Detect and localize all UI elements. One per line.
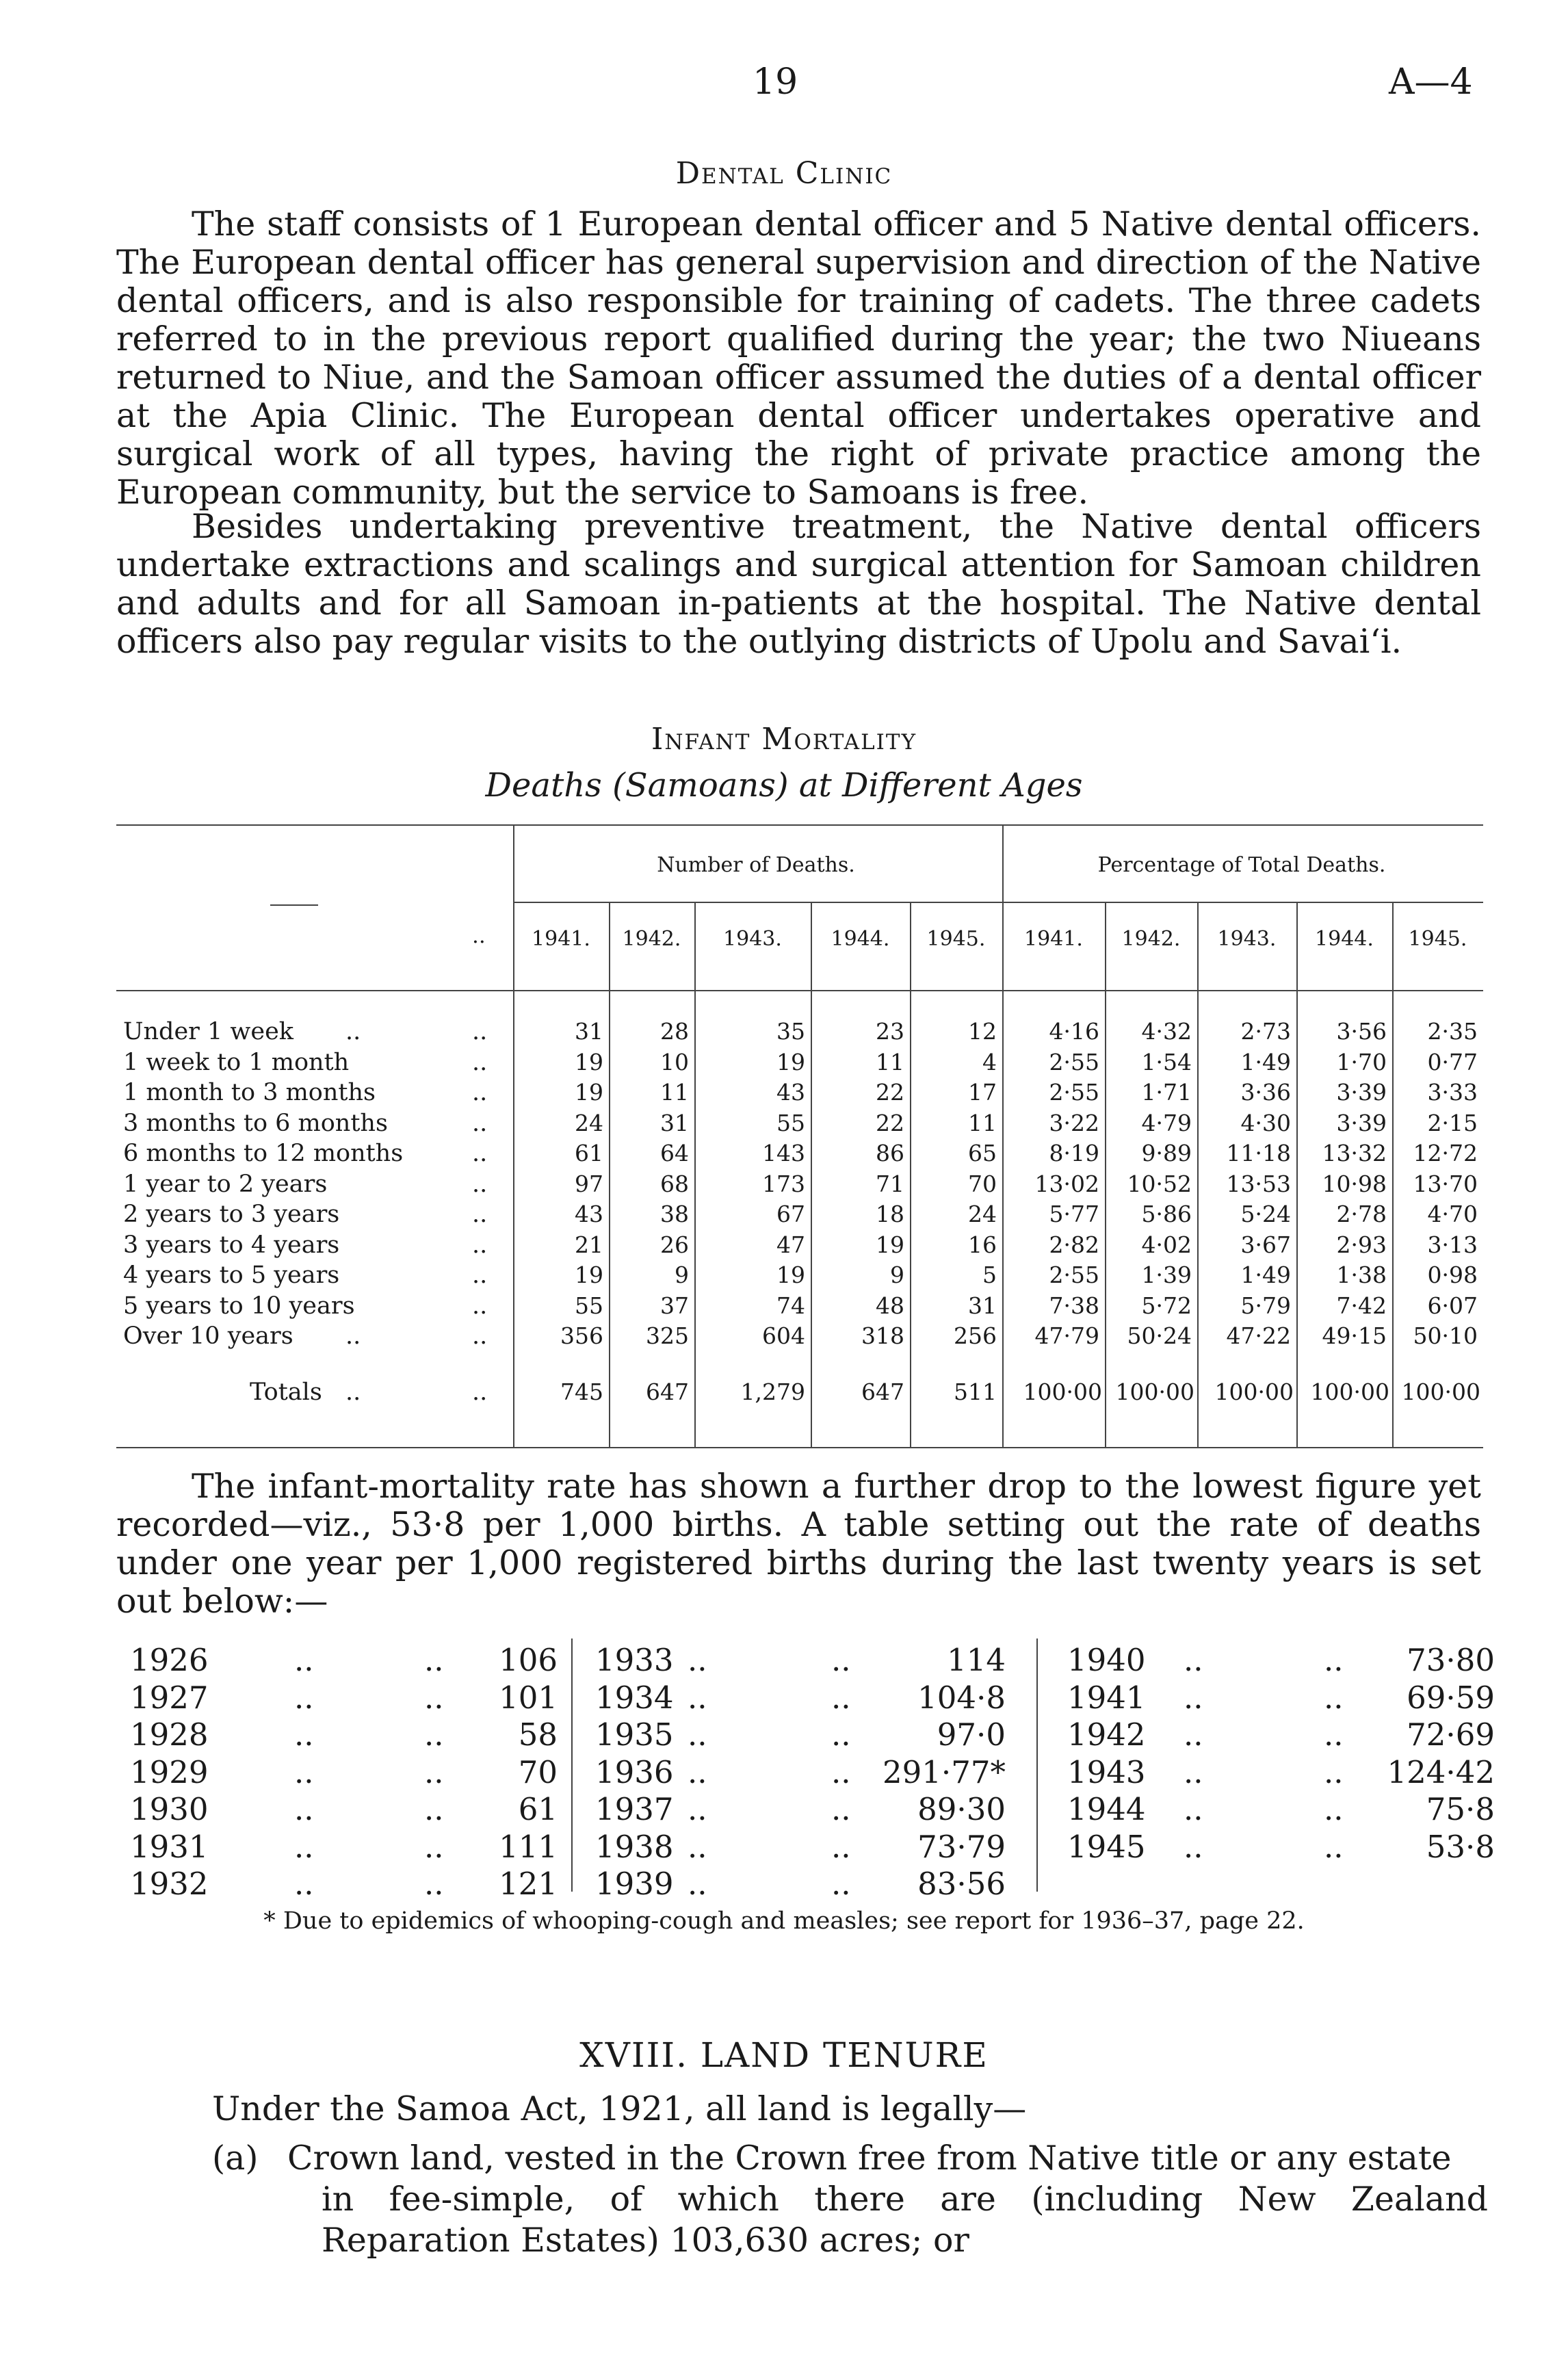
- rate-year: 1943: [1067, 1754, 1146, 1790]
- land-item-marker: (a): [212, 2139, 259, 2178]
- percentage-cell: 4·79: [1141, 1110, 1192, 1136]
- leader-dots: ..: [1184, 1680, 1203, 1716]
- leader-dots: ..: [1324, 1791, 1344, 1827]
- age-group-label: 3 years to 4 years: [123, 1231, 340, 1259]
- document-reference: A—4: [1389, 62, 1473, 103]
- age-group-label: 1 week to 1 month: [123, 1049, 350, 1076]
- percentage-cell: 12·72: [1413, 1140, 1478, 1166]
- leader-dots: ..: [294, 1791, 314, 1827]
- death-count-cell: 604: [762, 1322, 805, 1349]
- rate-value: 53·8: [1426, 1829, 1495, 1865]
- rate-year: 1928: [130, 1716, 209, 1753]
- leader-dots: ..: [1324, 1754, 1344, 1790]
- rate-value: 114: [947, 1642, 1006, 1678]
- percentage-cell: 13·02: [1034, 1171, 1099, 1197]
- total-percentage-cell: 100·00: [1310, 1379, 1389, 1405]
- leader-dots: ..: [345, 1322, 361, 1350]
- year-header-cell: 1942.: [1121, 927, 1181, 951]
- age-group-label: 1 month to 3 months: [123, 1079, 376, 1106]
- rates-divider-1: [571, 1639, 573, 1892]
- rate-year: 1941: [1067, 1680, 1146, 1716]
- percentage-cell: 1·39: [1141, 1262, 1192, 1288]
- percentage-cell: 6·07: [1427, 1292, 1478, 1319]
- death-count-cell: 23: [876, 1018, 904, 1045]
- percentage-cell: 47·79: [1034, 1322, 1099, 1349]
- percentage-cell: 2·55: [1049, 1262, 1099, 1288]
- leader-dots: ..: [424, 1754, 444, 1790]
- percentage-cell: 2·55: [1049, 1079, 1099, 1106]
- rate-value: 70: [518, 1754, 558, 1790]
- rate-value: 89·30: [917, 1791, 1006, 1827]
- rates-footnote: * Due to epidemics of whooping-cough and measles; see report for 1936–37, page 22.: [263, 1907, 1305, 1935]
- death-count-cell: 70: [968, 1171, 997, 1197]
- percentage-cell: 13·32: [1322, 1140, 1387, 1166]
- leader-dots: ..: [472, 1049, 488, 1076]
- leader-dots: ..: [831, 1791, 851, 1827]
- total-count-cell: 745: [560, 1379, 603, 1405]
- leader-dots: ..: [345, 1018, 361, 1045]
- death-count-cell: 256: [954, 1322, 997, 1349]
- group-header-number: Number of Deaths.: [657, 853, 855, 877]
- death-count-cell: 19: [575, 1079, 603, 1106]
- death-count-cell: 68: [660, 1171, 689, 1197]
- death-count-cell: 65: [968, 1140, 997, 1166]
- leader-dots: ..: [424, 1866, 444, 1902]
- death-count-cell: 325: [646, 1322, 689, 1349]
- percentage-cell: 3·39: [1336, 1079, 1387, 1106]
- percentage-cell: 4·16: [1049, 1018, 1099, 1045]
- death-count-cell: 31: [575, 1018, 603, 1045]
- page-number: 19: [753, 62, 798, 103]
- rate-value: 104·8: [917, 1680, 1006, 1716]
- death-count-cell: 31: [660, 1110, 689, 1136]
- percentage-cell: 1·38: [1336, 1262, 1387, 1288]
- rate-year: 1926: [130, 1642, 209, 1678]
- leader-dots: ..: [1184, 1716, 1203, 1753]
- death-count-cell: 55: [776, 1110, 805, 1136]
- leader-dots: ..: [831, 1680, 851, 1716]
- death-count-cell: 71: [876, 1171, 904, 1197]
- percentage-cell: 7·42: [1336, 1292, 1387, 1319]
- percentage-cell: 2·55: [1049, 1049, 1099, 1075]
- percentage-cell: 4·32: [1141, 1018, 1192, 1045]
- stub-header-dots: ..: [472, 924, 486, 948]
- total-percentage-cell: 100·00: [1023, 1379, 1102, 1405]
- rate-value: 83·56: [917, 1866, 1006, 1902]
- leader-dots: ..: [831, 1642, 851, 1678]
- leader-dots: ..: [294, 1754, 314, 1790]
- rate-year: 1931: [130, 1829, 209, 1865]
- total-percentage-cell: 100·00: [1115, 1379, 1194, 1405]
- death-count-cell: 16: [968, 1231, 997, 1258]
- leader-dots: ..: [688, 1754, 707, 1790]
- age-group-label: 5 years to 10 years: [123, 1292, 355, 1320]
- percentage-cell: 3·67: [1240, 1231, 1291, 1258]
- leader-dots: ..: [472, 1140, 488, 1167]
- leader-dots: ..: [472, 1231, 488, 1259]
- percentage-cell: 0·77: [1427, 1049, 1478, 1075]
- death-count-cell: 47: [776, 1231, 805, 1258]
- leader-dots: ..: [472, 1201, 488, 1228]
- rate-value: 58: [518, 1716, 558, 1753]
- dental-paragraph-1: The staff consists of 1 European dental officer and 5 Native dental officers. The European dental officer has general supervision and direction of the Native dental officers, and is also responsible for training of cadets. The three cadets referred to in the previous report qualified during the year; the two Niueans returned to Niue, and the Samoan officer assumed the duties of a dental officer at the Apia Clinic. The European dental officer undertakes operative and surgical work of all types, having the right of private practice among the European community, but the service to Samoans is free.: [116, 205, 1481, 512]
- dental-clinic-heading: Dental Clinic: [675, 156, 893, 191]
- leader-dots: ..: [688, 1642, 707, 1678]
- death-count-cell: 19: [575, 1049, 603, 1075]
- percentage-cell: 2·82: [1049, 1231, 1099, 1258]
- leader-dots: ..: [1184, 1791, 1203, 1827]
- percentage-cell: 3·39: [1336, 1110, 1387, 1136]
- rate-value: 73·80: [1407, 1642, 1495, 1678]
- death-count-cell: 43: [776, 1079, 805, 1106]
- total-count-cell: 1,279: [740, 1379, 805, 1405]
- year-header-cell: 1942.: [622, 927, 681, 951]
- rate-value: 61: [518, 1791, 558, 1827]
- total-percentage-cell: 100·00: [1214, 1379, 1294, 1405]
- leader-dots: ..: [1184, 1829, 1203, 1865]
- leader-dots: ..: [688, 1716, 707, 1753]
- percentage-cell: 11·18: [1226, 1140, 1291, 1166]
- rate-year: 1927: [130, 1680, 209, 1716]
- dental-paragraph-2: Besides undertaking preventive treatment, the Native dental officers undertake extractions and scalings and surgical attention for Samoan children and adults and for all Samoan in-patients at the hospital. The Native dental officers also pay regular visits to the outlying districts of Upolu and Savai‘i.: [116, 507, 1481, 661]
- death-count-cell: 19: [776, 1049, 805, 1075]
- death-count-cell: 86: [876, 1140, 904, 1166]
- rate-year: 1932: [130, 1866, 209, 1902]
- death-count-cell: 43: [575, 1201, 603, 1227]
- rate-year: 1945: [1067, 1829, 1146, 1865]
- leader-dots: ..: [472, 1379, 488, 1406]
- leader-dots: ..: [831, 1716, 851, 1753]
- rate-year: 1942: [1067, 1716, 1146, 1753]
- death-count-cell: 9: [675, 1262, 689, 1288]
- percentage-cell: 9·89: [1141, 1140, 1192, 1166]
- leader-dots: ..: [424, 1791, 444, 1827]
- death-count-cell: 10: [660, 1049, 689, 1075]
- leader-dots: ..: [1184, 1642, 1203, 1678]
- death-count-cell: 19: [876, 1231, 904, 1258]
- percentage-cell: 13·53: [1226, 1171, 1291, 1197]
- percentage-cell: 4·70: [1427, 1201, 1478, 1227]
- leader-dots: ..: [831, 1829, 851, 1865]
- percentage-cell: 7·38: [1049, 1292, 1099, 1319]
- land-tenure-heading: XVIII. LAND TENURE: [579, 2035, 989, 2075]
- age-group-label: 1 year to 2 years: [123, 1171, 328, 1198]
- percentage-cell: 10·52: [1127, 1171, 1192, 1197]
- death-count-cell: 22: [876, 1110, 904, 1136]
- rate-year: 1937: [595, 1791, 674, 1827]
- percentage-cell: 50·10: [1413, 1322, 1478, 1349]
- leader-dots: ..: [424, 1642, 444, 1678]
- leader-dots: ..: [688, 1829, 707, 1865]
- leader-dots: ..: [294, 1829, 314, 1865]
- total-percentage-cell: 100·00: [1401, 1379, 1480, 1405]
- death-count-cell: 97: [575, 1171, 603, 1197]
- age-group-label: Under 1 week: [123, 1018, 293, 1045]
- percentage-cell: 4·02: [1141, 1231, 1192, 1258]
- death-count-cell: 24: [575, 1110, 603, 1136]
- year-header-cell: 1945.: [926, 927, 986, 951]
- total-count-cell: 511: [954, 1379, 997, 1405]
- percentage-cell: 4·30: [1240, 1110, 1291, 1136]
- rate-value: 73·79: [917, 1829, 1006, 1865]
- land-item-line-2: in fee-simple, of which there are (including New Zealand: [322, 2180, 1488, 2219]
- percentage-cell: 5·86: [1141, 1201, 1192, 1227]
- percentage-cell: 5·77: [1049, 1201, 1099, 1227]
- death-count-cell: 55: [575, 1292, 603, 1319]
- land-item-line-3: Reparation Estates) 103,630 acres; or: [322, 2221, 969, 2260]
- leader-dots: ..: [294, 1866, 314, 1902]
- age-group-label: 4 years to 5 years: [123, 1262, 340, 1289]
- death-count-cell: 61: [575, 1140, 603, 1166]
- leader-dots: ..: [688, 1866, 707, 1902]
- rate-value: 106: [499, 1642, 558, 1678]
- rate-value: 72·69: [1407, 1716, 1495, 1753]
- age-group-label: Over 10 years: [123, 1322, 293, 1350]
- infant-mortality-subtitle: Deaths (Samoans) at Different Ages: [485, 766, 1083, 805]
- leader-dots: ..: [424, 1829, 444, 1865]
- death-count-cell: 64: [660, 1140, 689, 1166]
- death-count-cell: 37: [660, 1292, 689, 1319]
- rate-year: 1938: [595, 1829, 674, 1865]
- leader-dots: ..: [1324, 1642, 1344, 1678]
- death-count-cell: 17: [968, 1079, 997, 1106]
- rate-value: 111: [499, 1829, 558, 1865]
- death-count-cell: 38: [660, 1201, 689, 1227]
- leader-dots: ..: [688, 1791, 707, 1827]
- rate-year: 1940: [1067, 1642, 1146, 1678]
- rate-year: 1929: [130, 1754, 209, 1790]
- rate-year: 1939: [595, 1866, 674, 1902]
- death-count-cell: 9: [890, 1262, 904, 1288]
- death-count-cell: 5: [982, 1262, 997, 1288]
- percentage-cell: 2·78: [1336, 1201, 1387, 1227]
- percentage-cell: 1·49: [1240, 1049, 1291, 1075]
- death-count-cell: 26: [660, 1231, 689, 1258]
- percentage-cell: 13·70: [1413, 1171, 1478, 1197]
- death-count-cell: 11: [660, 1079, 689, 1106]
- percentage-cell: 1·54: [1141, 1049, 1192, 1075]
- rate-value: 97·0: [937, 1716, 1006, 1753]
- percentage-cell: 49·15: [1322, 1322, 1387, 1349]
- leader-dots: ..: [424, 1716, 444, 1753]
- land-intro: Under the Samoa Act, 1921, all land is legally—: [212, 2089, 1027, 2128]
- rate-year: 1930: [130, 1791, 209, 1827]
- death-count-cell: 356: [560, 1322, 603, 1349]
- leader-dots: ..: [472, 1292, 488, 1320]
- death-count-cell: 21: [575, 1231, 603, 1258]
- group-header-percentage: Percentage of Total Deaths.: [1097, 853, 1386, 877]
- rate-year: 1934: [595, 1680, 674, 1716]
- year-header-cell: 1941.: [1024, 927, 1083, 951]
- leader-dots: ..: [424, 1680, 444, 1716]
- death-count-cell: 19: [776, 1262, 805, 1288]
- percentage-cell: 3·36: [1240, 1079, 1291, 1106]
- infant-mortality-heading: Infant Mortality: [651, 722, 917, 757]
- percentage-cell: 1·71: [1141, 1079, 1192, 1106]
- year-header-cell: 1945.: [1408, 927, 1467, 951]
- death-count-cell: 35: [776, 1018, 805, 1045]
- death-count-cell: 67: [776, 1201, 805, 1227]
- leader-dots: ..: [831, 1754, 851, 1790]
- percentage-cell: 2·35: [1427, 1018, 1478, 1045]
- death-count-cell: 4: [982, 1049, 997, 1075]
- rate-year: 1944: [1067, 1791, 1146, 1827]
- death-count-cell: 22: [876, 1079, 904, 1106]
- death-count-cell: 18: [876, 1201, 904, 1227]
- leader-dots: ..: [472, 1079, 488, 1106]
- death-count-cell: 31: [968, 1292, 997, 1319]
- leader-dots: ..: [688, 1680, 707, 1716]
- percentage-cell: 50·24: [1127, 1322, 1192, 1349]
- land-item-line-1: Crown land, vested in the Crown free from Native title or any estate: [287, 2139, 1452, 2178]
- death-count-cell: 28: [660, 1018, 689, 1045]
- rate-value: 75·8: [1426, 1791, 1495, 1827]
- percentage-cell: 10·98: [1322, 1171, 1387, 1197]
- rate-value: 291·77*: [883, 1754, 1006, 1790]
- death-count-cell: 318: [861, 1322, 904, 1349]
- leader-dots: ..: [1184, 1754, 1203, 1790]
- totals-label: Totals: [250, 1379, 322, 1406]
- percentage-cell: 5·72: [1141, 1292, 1192, 1319]
- rate-year: 1933: [595, 1642, 674, 1678]
- percentage-cell: 1·49: [1240, 1262, 1291, 1288]
- leader-dots: ..: [1324, 1716, 1344, 1753]
- year-header-cell: 1941.: [532, 927, 590, 951]
- rate-year: 1935: [595, 1716, 674, 1753]
- percentage-cell: 2·15: [1427, 1110, 1478, 1136]
- death-count-cell: 173: [762, 1171, 805, 1197]
- percentage-cell: 2·73: [1240, 1018, 1291, 1045]
- year-header-cell: 1943.: [723, 927, 782, 951]
- percentage-cell: 3·13: [1427, 1231, 1478, 1258]
- leader-dots: ..: [831, 1866, 851, 1902]
- rates-intro-paragraph: The infant-mortality rate has shown a further drop to the lowest figure yet recorded—viz., 53·8 per 1,000 births. A table setting out the rate of deaths under one year per 1,000 registered births during the last twenty years is set out below:—: [116, 1467, 1481, 1621]
- age-group-label: 2 years to 3 years: [123, 1201, 340, 1228]
- total-count-cell: 647: [861, 1379, 904, 1405]
- rate-value: 124·42: [1387, 1754, 1495, 1790]
- percentage-cell: 5·24: [1240, 1201, 1291, 1227]
- age-group-label: 3 months to 6 months: [123, 1110, 388, 1137]
- leader-dots: ..: [1324, 1829, 1344, 1865]
- death-count-cell: 143: [762, 1140, 805, 1166]
- leader-dots: ..: [294, 1716, 314, 1753]
- leader-dots: ..: [294, 1680, 314, 1716]
- rate-value: 101: [499, 1680, 558, 1716]
- rate-year: 1936: [595, 1754, 674, 1790]
- percentage-cell: 5·79: [1240, 1292, 1291, 1319]
- percentage-cell: 8·19: [1049, 1140, 1099, 1166]
- leader-dots: ..: [472, 1171, 488, 1198]
- percentage-cell: 3·22: [1049, 1110, 1099, 1136]
- percentage-cell: 1·70: [1336, 1049, 1387, 1075]
- total-count-cell: 647: [646, 1379, 689, 1405]
- year-header-cell: 1943.: [1217, 927, 1277, 951]
- rate-value: 121: [499, 1866, 558, 1902]
- death-count-cell: 19: [575, 1262, 603, 1288]
- death-count-cell: 24: [968, 1201, 997, 1227]
- year-header-cell: 1944.: [831, 927, 890, 951]
- leader-dots: ..: [1324, 1680, 1344, 1716]
- percentage-cell: 2·93: [1336, 1231, 1387, 1258]
- leader-dots: ..: [472, 1110, 488, 1137]
- death-count-cell: 74: [776, 1292, 805, 1319]
- leader-dots: ..: [472, 1018, 488, 1045]
- percentage-cell: 3·56: [1336, 1018, 1387, 1045]
- death-count-cell: 11: [968, 1110, 997, 1136]
- death-count-cell: 11: [876, 1049, 904, 1075]
- percentage-cell: 3·33: [1427, 1079, 1478, 1106]
- death-count-cell: 48: [876, 1292, 904, 1319]
- percentage-cell: 47·22: [1226, 1322, 1291, 1349]
- leader-dots: ..: [294, 1642, 314, 1678]
- rate-value: 69·59: [1407, 1680, 1495, 1716]
- leader-dots: ..: [472, 1262, 488, 1289]
- rates-divider-2: [1036, 1639, 1038, 1892]
- age-group-label: 6 months to 12 months: [123, 1140, 404, 1167]
- percentage-cell: 0·98: [1427, 1262, 1478, 1288]
- year-header-cell: 1944.: [1315, 927, 1374, 951]
- leader-dots: ..: [472, 1322, 488, 1350]
- death-count-cell: 12: [968, 1018, 997, 1045]
- leader-dots: ..: [345, 1379, 361, 1406]
